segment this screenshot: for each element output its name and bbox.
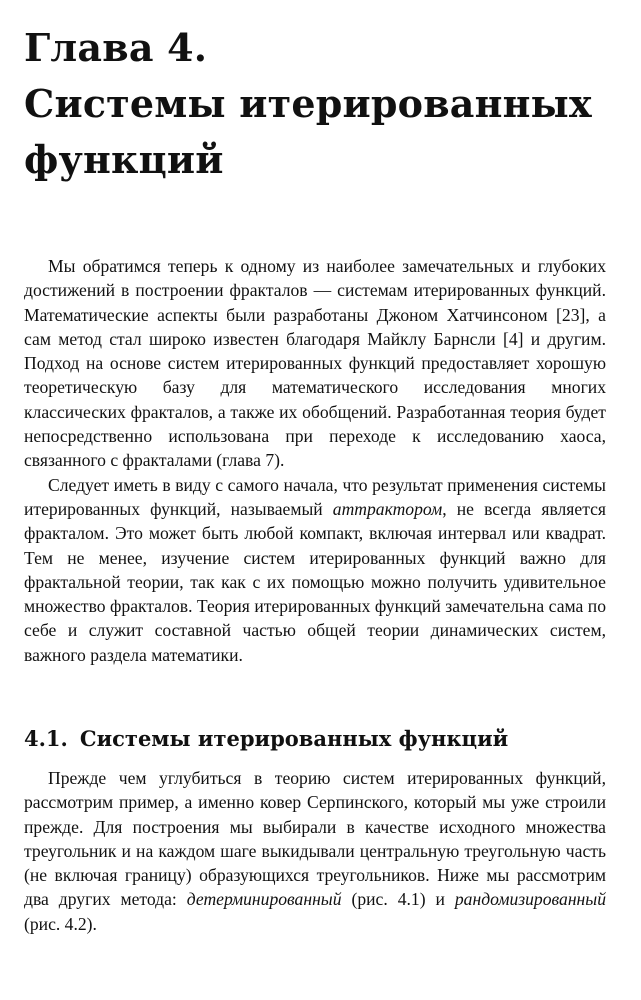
randomized-term: рандомизированный xyxy=(454,889,606,910)
chapter-heading xyxy=(24,20,614,188)
section-body xyxy=(24,766,606,936)
chapter-title-line-2: функций xyxy=(24,137,224,182)
section-p1-text-a: Прежде чем углубиться в теорию систем итерированных функций, рассмотрим пример, а именно ковер Серпинского, который мы уже строили прежде. Для построения мы выбирали в качестве исходного множества треугольник и на каждом шаге выкидывали центральную треугольную часть (не включая границу) образующихся треугольников. Ниже мы рассмотрим два других метода: xyxy=(24,768,606,910)
deterministic-term: детерминированный xyxy=(186,889,342,910)
intro-p2-text-a: Следует иметь в виду с самого начала, что результат применения системы итерированных функций, называемый xyxy=(24,474,606,519)
intro-p2-text-b: , не всегда является фракталом. Это может быть любой компакт, включая интервал или квадрат. Тем не менее, изучение систем итерированных функций важно для фрактальной теории, так как с их помощью можно получить удивительное множество фракталов. Теория итерированных функций замечательна сама по себе и служит составной частью общей теории динамических систем, важного раздела математики. xyxy=(24,498,606,665)
intro-paragraph-1: Мы обратимся теперь к одному из наиболее замечательных и глубоких достижений в построении фракталов — системам итерированных функций. Математические аспекты были разработаны Джоном Хатчинсоном [23], а сам метод стал широко известен благодаря Майклу Барнсли [4] и другим. Подход на основе систем итерированных функций предоставляет хорошую теоретическую базу для математического исследования многих классических фракталов, а также их обобщений. Разработанная теория будет непосредственно использована при переходе к исследованию хаоса, связанного с фракталами (глава 7). xyxy=(24,256,606,471)
intro-paragraph-2 xyxy=(24,473,606,667)
chapter-intro xyxy=(24,254,606,667)
section-p1-text-c: (рис. 4.2). xyxy=(24,913,97,934)
section-number: 4.1. xyxy=(24,726,68,751)
chapter-title-line-1: Системы итерированных xyxy=(24,81,592,126)
section-title: Системы итерированных функций xyxy=(79,726,509,751)
chapter-label: Глава 4. xyxy=(24,25,208,70)
section-p1-text-b: (рис. 4.1) и xyxy=(341,889,455,910)
section-paragraph-1 xyxy=(24,766,606,936)
section-heading xyxy=(24,724,614,754)
attractor-term: аттрактором xyxy=(332,498,443,519)
